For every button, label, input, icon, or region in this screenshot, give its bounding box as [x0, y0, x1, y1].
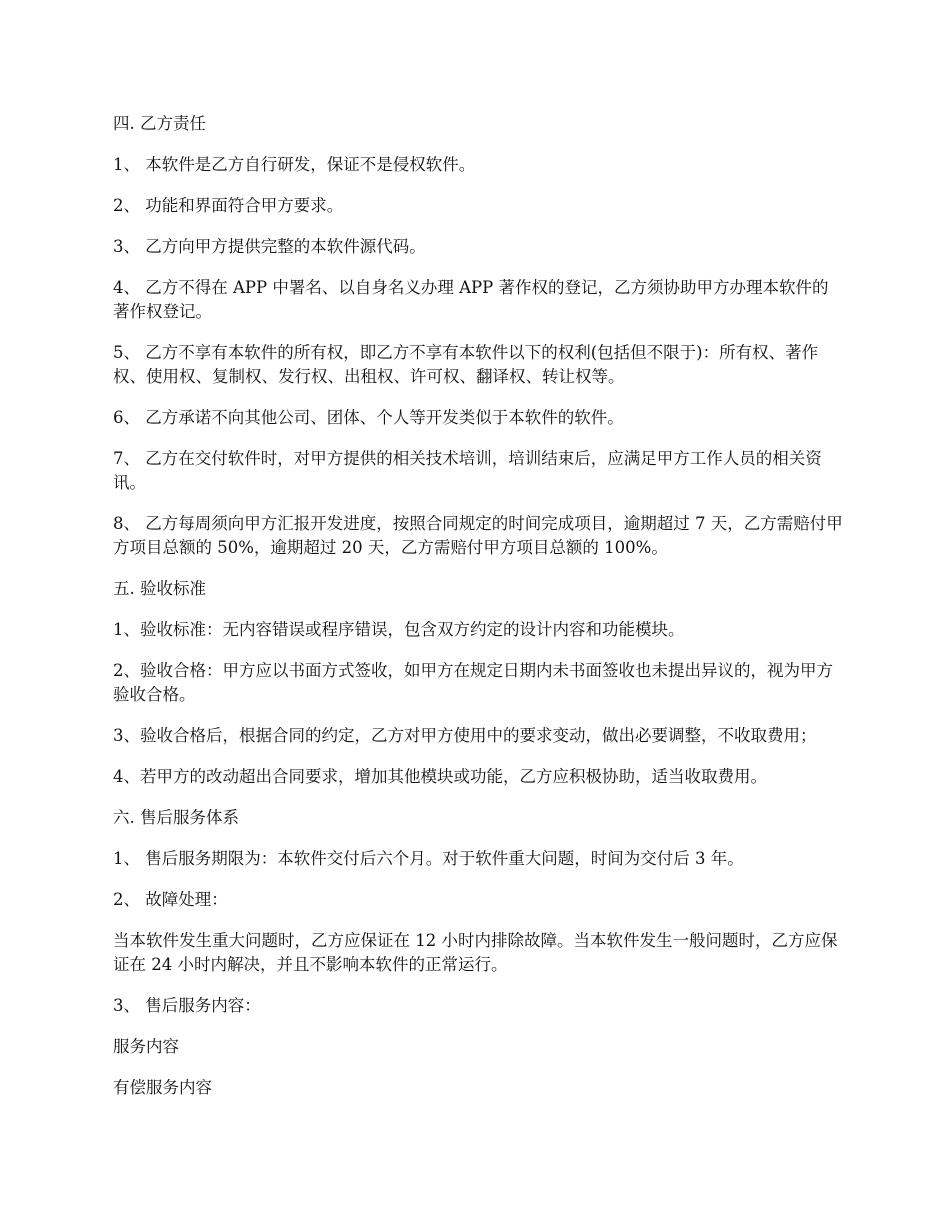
clause-4-1: 1、 本软件是乙方自行研发，保证不是侵权软件。 — [113, 155, 476, 174]
section-heading-after-sales: 六. 售后服务体系 — [113, 808, 239, 827]
paid-service-content-label: 有偿服务内容 — [113, 1078, 212, 1097]
section-heading-acceptance: 五. 验收标准 — [113, 579, 206, 598]
clause-5-2: 2、验收合格：甲方应以书面方式签收，如甲方在规定日期内未书面签收也未提出异议的，视为甲方验收合格。 — [113, 661, 833, 704]
clause-4-5: 5、 乙方不享有本软件的所有权，即乙方不享有本软件以下的权利(包括但不限于)：所有权、著作权、使用权、复制权、发行权、出租权、许可权、翻译权、转让权等。 — [113, 343, 819, 386]
clause-4-7: 7、 乙方在交付软件时，对甲方提供的相关技术培训，培训结束后，应满足甲方工作人员的相关资讯。 — [113, 449, 822, 492]
clause-6-2: 2、 故障处理： — [113, 890, 228, 909]
clause-6-3: 3、 售后服务内容： — [113, 996, 261, 1015]
clause-5-4: 4、若甲方的改动超出合同要求，增加其他模块或功能，乙方应积极协助，适当收取费用。 — [113, 767, 767, 786]
fault-handling-text: 当本软件发生重大问题时，乙方应保证在 12 小时内排除故障。当本软件发生一般问题时，乙方应保证在 24 小时内解决，并且不影响本软件的正常运行。 — [113, 931, 838, 974]
section-heading-responsibilities: 四. 乙方责任 — [113, 114, 206, 133]
clause-4-2: 2、 功能和界面符合甲方要求。 — [113, 196, 344, 215]
clause-4-8: 8、 乙方每周须向甲方汇报开发进度，按照合同规定的时间完成项目，逾期超过 7 天，乙方需赔付甲方项目总额的 50%，逾期超过 20 天，乙方需赔付甲方项目总额的 100%。 — [113, 514, 843, 557]
service-content-label: 服务内容 — [113, 1037, 179, 1056]
clause-4-4: 4、 乙方不得在 APP 中署名、以自身名义办理 APP 著作权的登记，乙方须协助甲方办理本软件的著作权登记。 — [113, 278, 829, 321]
clause-4-3: 3、 乙方向甲方提供完整的本软件源代码。 — [113, 237, 426, 256]
clause-4-6: 6、 乙方承诺不向其他公司、团体、个人等开发类似于本软件的软件。 — [113, 408, 624, 427]
clause-6-1: 1、 售后服务期限为：本软件交付后六个月。对于软件重大问题，时间为交付后 3 年。 — [113, 849, 744, 868]
document-body — [113, 112, 843, 1117]
clause-5-3: 3、验收合格后，根据合同的约定，乙方对甲方使用中的要求变动，做出必要调整，不收取费用； — [113, 726, 817, 745]
clause-5-1: 1、验收标准：无内容错误或程序错误，包含双方约定的设计内容和功能模块。 — [113, 620, 685, 639]
